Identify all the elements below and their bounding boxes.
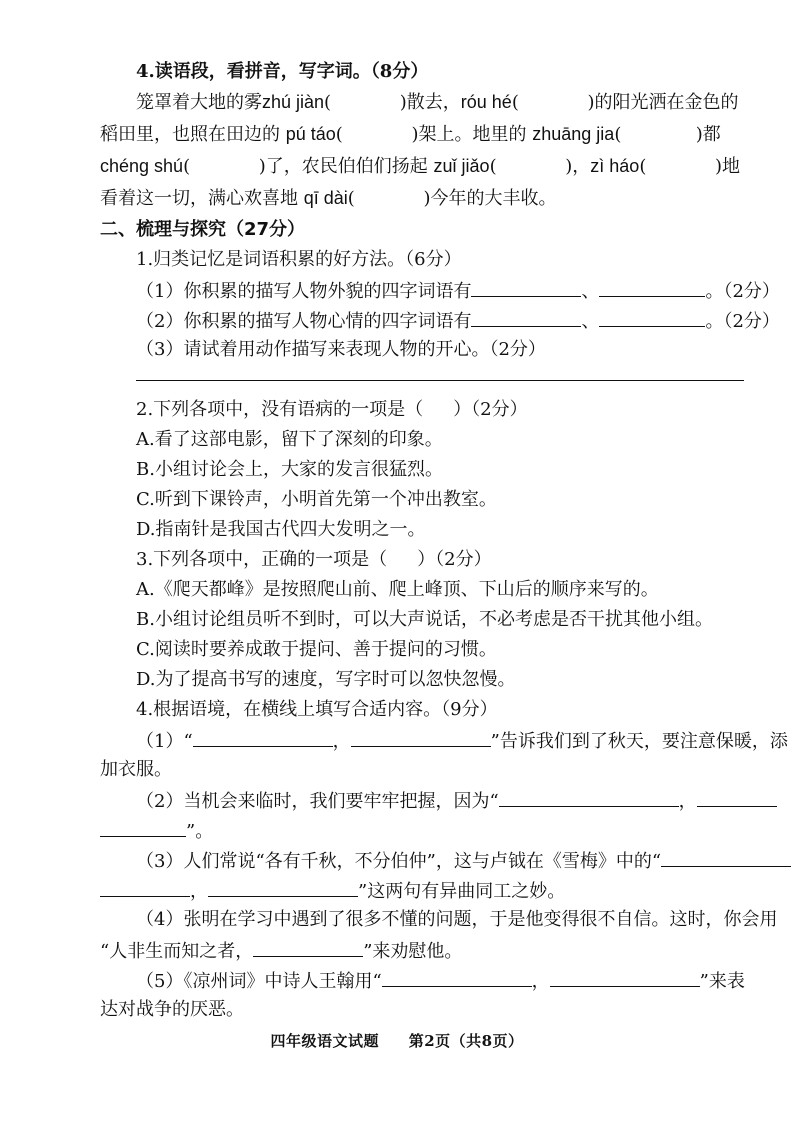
sub-question (136, 278, 780, 304)
score-text: 。（2分） (705, 281, 780, 302)
passage-text: 了，农民伯伯们扬起 (265, 156, 428, 177)
question-title: 1.归类记忆是词语积累的好方法。（6分） (136, 249, 462, 270)
passage-text: 稻田里，也照在田边的 (100, 124, 280, 145)
pinyin: zì háo (590, 156, 640, 176)
sub-question (136, 788, 777, 814)
answer-blank[interactable] (100, 878, 190, 897)
question-text: 2.下列各项中，没有语病的一项是（ (136, 399, 424, 420)
passage-text: 今年的大丰收。 (430, 188, 557, 209)
sub-question-text: （1）你积累的描写人物外貌的四字词语有 (136, 281, 472, 302)
sub-question-text: ”。 (186, 821, 214, 842)
sub-question: （4）张明在学习中遇到了很多不懂的问题，于是他变得很不自信。这时，你会用 (136, 909, 778, 930)
answer-blank[interactable] (661, 848, 791, 867)
sub-question-text: （2）当机会来临时，我们要牢牢把握，因为“ (136, 791, 499, 812)
answer-paren[interactable]: ( ) (489, 156, 573, 177)
section-title: 二、梳理与探究（27分） (100, 219, 306, 240)
sub-question-cont: 达对战争的厌恶。 (100, 999, 244, 1020)
passage-line (100, 186, 557, 211)
answer-blank[interactable] (100, 818, 186, 837)
option-item: C.听到下课铃声，小明首先第一个冲出教室。 (136, 489, 497, 510)
answer-paren[interactable]: ( ) (511, 92, 595, 113)
answer-blank[interactable] (382, 968, 532, 987)
answer-blank[interactable] (697, 788, 777, 807)
page-footer (0, 1030, 794, 1051)
pinyin: qī dài (303, 188, 348, 208)
option-item: B.小组讨论组员听不到时，可以大声说话，不必考虑是否干扰其他小组。 (136, 609, 713, 630)
sub-question-text: ”来表 (699, 971, 745, 992)
passage-line (136, 90, 739, 115)
passage-line (100, 154, 740, 179)
question-score: ）（2分） (417, 549, 492, 570)
sub-question (136, 968, 745, 994)
answer-blank[interactable] (599, 308, 705, 327)
answer-blank[interactable] (471, 308, 581, 327)
question-title: 4.读语段，看拼音，写字词。（8分） (136, 61, 429, 82)
answer-line[interactable] (136, 380, 744, 381)
answer-paren[interactable]: ( ) (183, 156, 266, 177)
passage-text: 都 (702, 124, 721, 145)
sub-question (136, 728, 788, 754)
passage-text: 笼罩着大地的雾 (136, 92, 262, 113)
score-text: 。（2分） (705, 311, 780, 332)
option-item: B.小组讨论会上，大家的发言很猛烈。 (136, 459, 443, 480)
answer-paren[interactable]: ( ) (347, 188, 431, 209)
footer-subject: 四年级语文试题 (270, 1032, 379, 1050)
passage-text: 看着这一切，满心欢喜地 (100, 188, 298, 209)
separator: 、 (581, 311, 600, 332)
question-title (136, 398, 528, 422)
sub-question-cont: 加衣服。 (100, 759, 172, 780)
pinyin: pú táo (285, 124, 336, 144)
answer-paren[interactable]: ( ) (614, 124, 703, 145)
sub-question-text: “人非生而知之者， (100, 941, 254, 962)
sub-question: （3）请试着用动作描写来表现人物的开心。（2分） (136, 339, 546, 360)
answer-blank[interactable] (253, 938, 363, 957)
pinyin: zhuāng jia (532, 124, 615, 144)
option-item: A.《爬天都峰》是按照爬山前、爬上峰顶、下山后的顺序来写的。 (136, 579, 659, 600)
pinyin: zhú jiàn (262, 92, 325, 112)
sub-question-cont (100, 818, 213, 844)
pinyin: chéng shú (100, 156, 184, 176)
question-title: 4.根据语境，在横线上填写合适内容。（9分） (136, 699, 498, 720)
option-item: C.阅读时要养成敢于提问、善于提问的习惯。 (136, 639, 497, 660)
separator: 、 (581, 281, 600, 302)
sub-question-text: （1）“ (136, 731, 193, 752)
answer-blank[interactable] (208, 878, 358, 897)
option-item: A.看了这部电影，留下了深刻的印象。 (136, 429, 443, 450)
separator: ， (332, 731, 351, 752)
sub-question-cont (100, 878, 565, 904)
passage-text: 架上。地里的 (418, 124, 527, 145)
sub-question-text: （5）《凉州词》中诗人王翰用“ (136, 971, 382, 992)
option-item: D.指南针是我国古代四大发明之一。 (136, 519, 426, 540)
answer-paren[interactable]: ( ) (639, 156, 723, 177)
answer-blank[interactable] (351, 728, 491, 747)
answer-paren[interactable]: ( ) (335, 124, 419, 145)
passage-text: 地 (722, 156, 741, 177)
question-title (136, 548, 492, 572)
passage-line (100, 122, 721, 147)
answer-blank[interactable] (471, 278, 581, 297)
answer-paren[interactable]: ( ) (324, 92, 407, 113)
separator: ， (678, 791, 697, 812)
option-item: D.为了提高书写的速度，写字时可以忽快忽慢。 (136, 669, 516, 690)
answer-blank[interactable] (499, 788, 679, 807)
separator: ， (190, 881, 208, 902)
passage-text: 散去， (406, 92, 461, 113)
sub-question-text: （2）你积累的描写人物心情的四字词语有 (136, 311, 472, 332)
question-score: ）（2分） (453, 399, 528, 420)
passage-text: 的阳光洒在金色的 (594, 92, 739, 113)
sub-question-text: ”来劝慰他。 (363, 941, 463, 962)
answer-blank[interactable] (599, 278, 705, 297)
sub-question-cont (100, 938, 462, 964)
sub-question-text: ”告诉我们到了秋天，要注意保暖，添 (490, 731, 788, 752)
sub-question-text: （3）人们常说“各有千秋，不分伯仲”，这与卢钺在《雪梅》中的“ (136, 851, 662, 872)
pinyin: róu hé (460, 92, 512, 112)
passage-text: ， (572, 156, 591, 177)
pinyin: zuǐ jiǎo (433, 156, 490, 176)
sub-question-text: ”这两句有异曲同工之妙。 (358, 881, 566, 902)
sub-question (136, 308, 780, 334)
separator: ， (531, 971, 550, 992)
footer-page-number: 第2页（共8页） (408, 1032, 524, 1050)
answer-blank[interactable] (193, 728, 333, 747)
sub-question (136, 848, 791, 874)
answer-blank[interactable] (550, 968, 700, 987)
question-text: 3.下列各项中，正确的一项是（ (136, 549, 388, 570)
